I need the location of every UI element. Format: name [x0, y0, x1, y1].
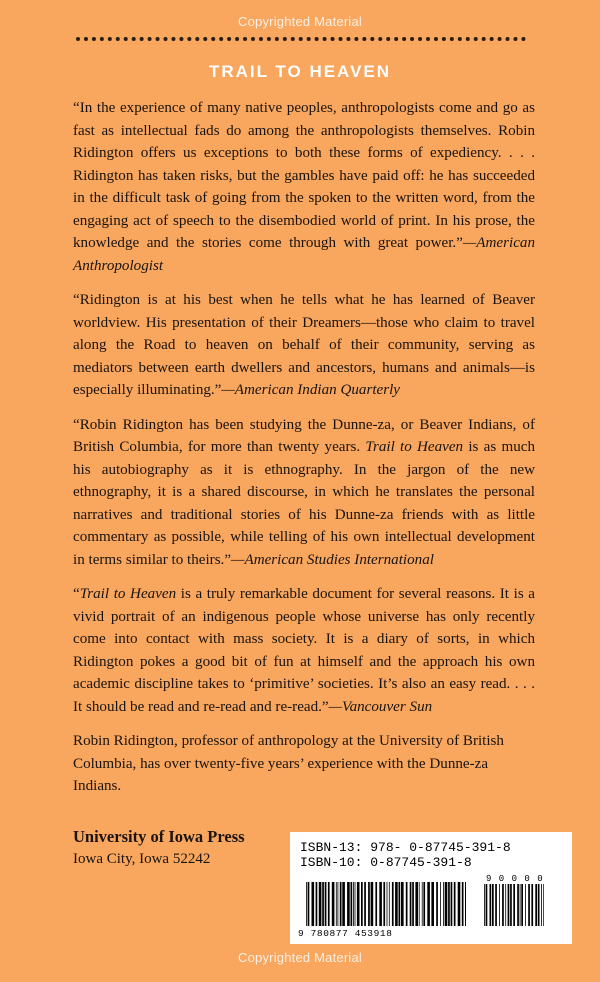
barcode-bar — [392, 882, 394, 926]
barcode-bar — [517, 884, 519, 926]
barcode-bar — [351, 882, 353, 926]
review-book-title: Trail to Heaven — [365, 439, 464, 455]
barcode-bar — [454, 882, 456, 926]
barcode-bar — [502, 884, 504, 926]
copyright-watermark-bottom: Copyrighted Material — [238, 950, 362, 965]
barcode-bar — [538, 884, 540, 926]
barcode-bar — [353, 882, 354, 926]
barcode-bar — [338, 882, 339, 926]
barcode-bar — [521, 884, 523, 926]
barcode-bar — [427, 882, 430, 926]
barcode-bar — [458, 882, 461, 926]
review-source: —American Anthropologist — [73, 235, 535, 274]
review-2 — [73, 289, 535, 402]
barcode-bar — [316, 882, 318, 926]
barcode-bar — [308, 882, 310, 926]
author-bio: Robin Ridington, professor of anthropology at the University of British Columbia, has over twenty-five years’ experience with the Dunne-za Indians. — [73, 733, 504, 794]
barcode-bar — [389, 882, 390, 926]
barcode-bar — [528, 884, 530, 926]
barcode-bar — [505, 884, 506, 926]
barcode-bar — [375, 882, 377, 926]
barcode-bar — [484, 884, 485, 926]
barcode-bar — [508, 884, 510, 926]
barcode-bar — [371, 882, 374, 926]
publisher-address: Iowa City, Iowa 52242 — [73, 851, 211, 867]
barcode-bar — [306, 882, 307, 926]
barcode-bar — [357, 882, 360, 926]
barcode-bar — [486, 884, 488, 926]
barcode-bar — [312, 882, 315, 926]
barcode-bar — [422, 882, 423, 926]
barcode-bar — [322, 882, 324, 926]
barcode-bar — [490, 884, 492, 926]
book-title: TRAIL TO HEAVEN — [208, 62, 392, 81]
review-3 — [73, 414, 535, 572]
review-quote: “In the experience of many native peoples, anthropologists come and go as fast as intellectual fads do among the anthropologists themselves. Robin Ridington offers us exceptions to both these forms of expediency. . . . Ridington has taken risks, but the gambles have paid off: he has succeeded in the difficult task of going from the spoken to the written word, from the engaging act of speech to the disembodied world of print. In his prose, the knowledge and the stories come through with great power.” — [73, 100, 535, 251]
barcode-bar — [423, 882, 425, 926]
barcode-bar — [325, 882, 327, 926]
publisher-name: University of Iowa Press — [73, 827, 245, 846]
barcode-bar — [443, 882, 444, 926]
barcode-bar — [332, 882, 335, 926]
barcode-bar — [495, 884, 497, 926]
barcode-bar — [347, 882, 350, 926]
barcode-bar — [451, 882, 453, 926]
barcode-bar — [436, 882, 438, 926]
isbn-10-label: ISBN-10: 0-87745-391-8 — [300, 855, 472, 870]
back-cover-text — [73, 97, 535, 810]
barcode-bar — [541, 884, 542, 926]
barcode-bar — [368, 882, 370, 926]
barcode-bar — [499, 884, 500, 926]
barcode-bar — [431, 882, 434, 926]
addon-barcode-icon — [484, 884, 544, 926]
barcode-bar — [445, 882, 448, 926]
barcode-panel — [290, 832, 572, 944]
review-source: —American Indian Quarterly — [221, 382, 400, 398]
barcode-bar — [412, 882, 414, 926]
barcode-bar — [379, 882, 382, 926]
review-quote: “Robin Ridington has been studying the Dunne-za, or Beaver Indians, of British Columbia, for more than twenty years. — [73, 416, 535, 455]
barcode-bar — [513, 884, 515, 926]
publisher-block — [73, 826, 245, 870]
barcode-bar — [520, 884, 521, 926]
barcode-bar — [535, 884, 537, 926]
review-quote-open: “ — [73, 586, 80, 602]
barcode-bar — [525, 884, 526, 926]
review-1 — [73, 97, 535, 277]
review-quote: “Ridington is at his best when he tells what he has learned of Beaver worldview. His presentation of their Dreamers—those who claim to travel along the Road to heaven on behalf of their community, serving as mediators between earth dwellers and ancestors, humans and animals—is especially illuminating.” — [73, 292, 535, 398]
barcode-bar — [510, 884, 512, 926]
review-quote-continued: is as much his autobiography as it is ethnography. In the jargon of the new ethnography, it is a shared discourse, in which he translates the personal narratives and traditional stories of his Dunne-za friends with as little commentary as possible, while telling of his own intellectual development in terms similar to theirs.” — [73, 439, 535, 568]
barcode-bar — [383, 882, 385, 926]
review-book-title: Trail to Heaven — [79, 586, 177, 602]
barcode-bar — [319, 882, 322, 926]
barcode-bar — [531, 884, 533, 926]
ean-digits: 9 780877 453918 — [298, 928, 393, 939]
barcode-bar — [440, 882, 441, 926]
barcode-bar — [401, 882, 404, 926]
dotted-divider — [76, 37, 526, 41]
review-source: —Vancouver Sun — [328, 698, 433, 715]
ean-barcode-icon — [306, 882, 466, 926]
barcode-bar — [328, 882, 330, 926]
barcode-bar — [395, 882, 398, 926]
barcode-bar — [342, 882, 345, 926]
barcode-bar — [336, 882, 337, 926]
barcode-bar — [543, 884, 544, 926]
barcode-bar — [448, 882, 450, 926]
barcode-bar — [415, 882, 418, 926]
barcode-bar — [364, 882, 366, 926]
addon-digits: 9 0 0 0 0 — [486, 874, 544, 884]
barcode-bar — [462, 882, 464, 926]
barcode-bar — [410, 882, 412, 926]
barcode-bar — [387, 882, 388, 926]
barcode-bar — [399, 882, 401, 926]
barcode-bar — [355, 882, 356, 926]
barcode-bar — [419, 882, 420, 926]
barcode-bar — [361, 882, 363, 926]
review-quote-continued: is a truly remarkable document for several reasons. It is a vivid portrait of an indigenous people whose universe has only recently come into contact with mass society. It is a diary of sorts, in which Ridington pokes a good bit of fun at himself and the approach his own academic discipline takes to ‘primitive’ societies. It’s also an easy read. . . . It should be read and re-read and re-read.” — [73, 586, 536, 715]
isbn-13-label: ISBN-13: 978- 0-87745-391-8 — [300, 840, 511, 855]
barcode-bar — [406, 882, 408, 926]
barcode-bar — [340, 882, 342, 926]
review-4 — [73, 583, 535, 718]
barcode-bar — [465, 882, 466, 926]
review-source: —American Studies International — [231, 551, 434, 568]
copyright-watermark-top: Copyrighted Material — [238, 14, 362, 29]
barcode-bar — [492, 884, 494, 926]
